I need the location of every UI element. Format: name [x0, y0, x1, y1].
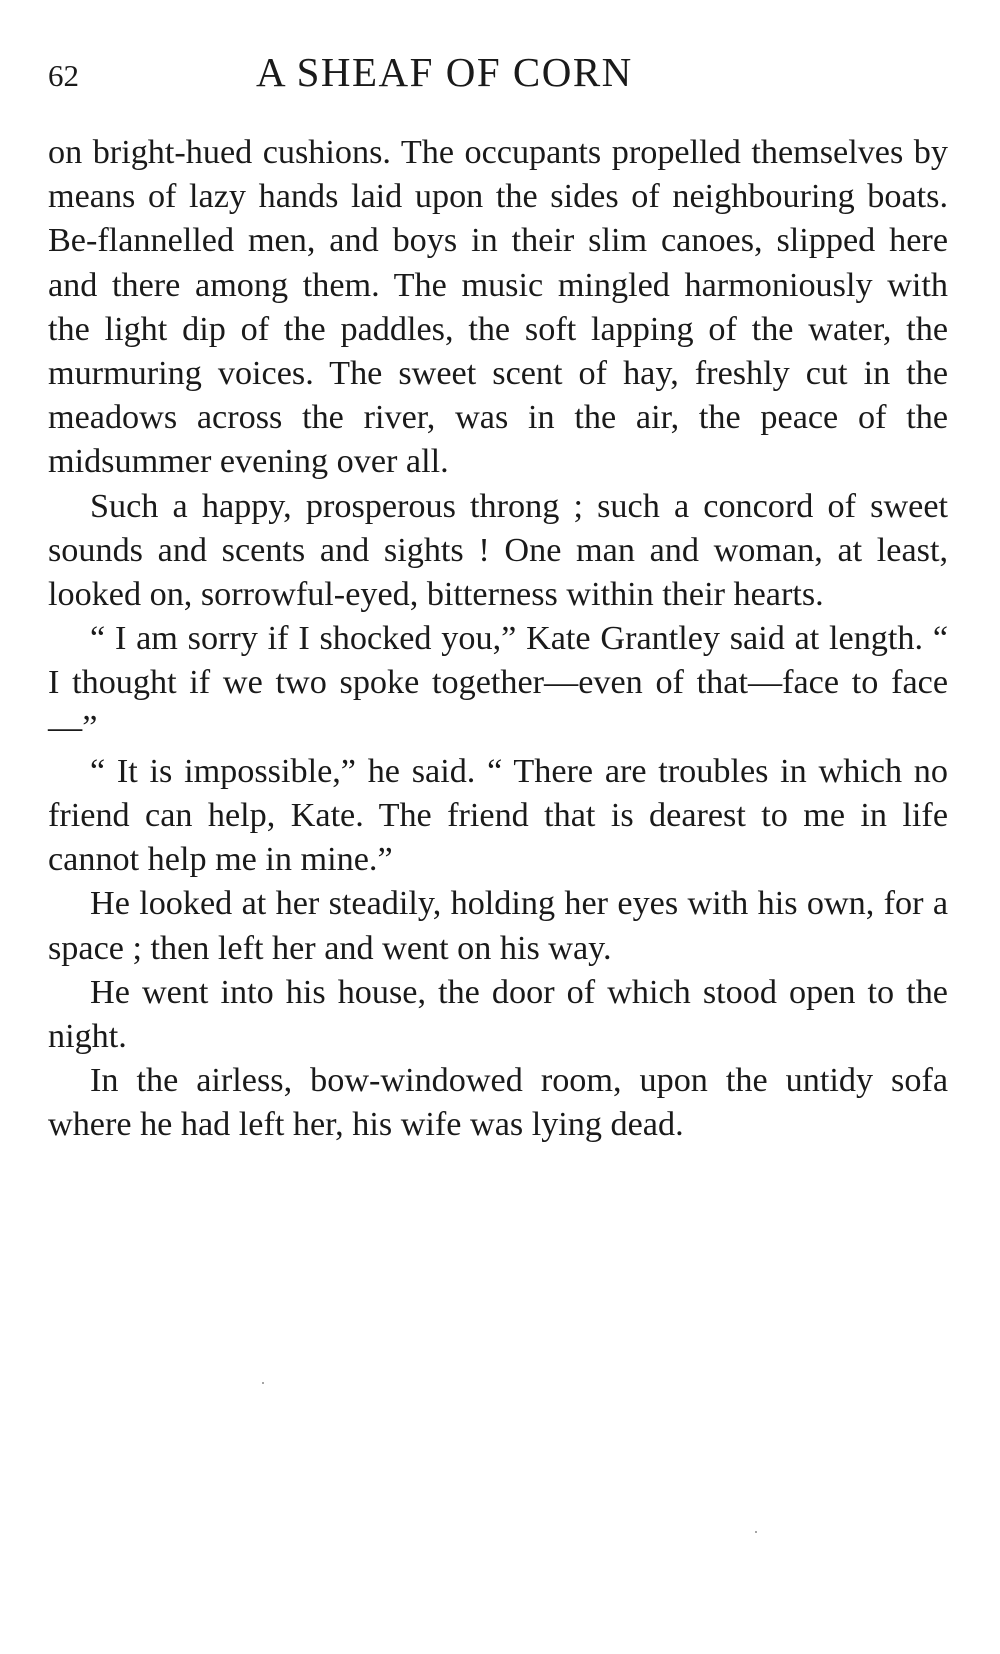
scan-speck — [262, 1382, 264, 1384]
paragraph: Such a happy, prosperous throng ; such a concord of sweet sounds and scents and sights ! One man and woman, at least, looked on, sorrowful-eyed, bitterness within their hearts. — [48, 487, 948, 614]
paragraph: In the airless, bow-windowed room, upon the untidy sofa where he had left her, his wife was lying dead. — [48, 1062, 948, 1144]
paragraph: He looked at her steadily, holding her eyes with his own, for a space ; then left her and went on his way. — [48, 885, 948, 967]
running-title: A SHEAF OF CORN — [256, 49, 633, 95]
paragraph-continued: on bright-hued cushions. The occupants propelled themselves by means of lazy hands laid upon the sides of neighbouring boats. Be-flannelled men, and boys in their slim canoes, slipped here and there among them. The music mingled harmoniously with the light dip of the paddles, the soft lapping of the water, the murmuring voices. The sweet scent of hay, freshly cut in the meadows across the river, was in the air, the peace of the midsummer evening over all. — [48, 134, 948, 481]
paragraph: “ It is impossible,” he said. “ There are troubles in which no friend can help, Kate. The friend that is dearest to me in life cannot help me in mine.” — [48, 752, 948, 879]
running-header — [48, 48, 948, 108]
paragraph: He went into his house, the door of which stood open to the night. — [48, 973, 948, 1056]
scan-speck — [755, 1531, 757, 1533]
paragraph: “ I am sorry if I shocked you,” Kate Grantley said at length. “ I thought if we two spoke together—even of that—face to face—” — [48, 620, 948, 746]
body-text — [48, 131, 948, 1148]
page-number: 62 — [48, 58, 79, 93]
